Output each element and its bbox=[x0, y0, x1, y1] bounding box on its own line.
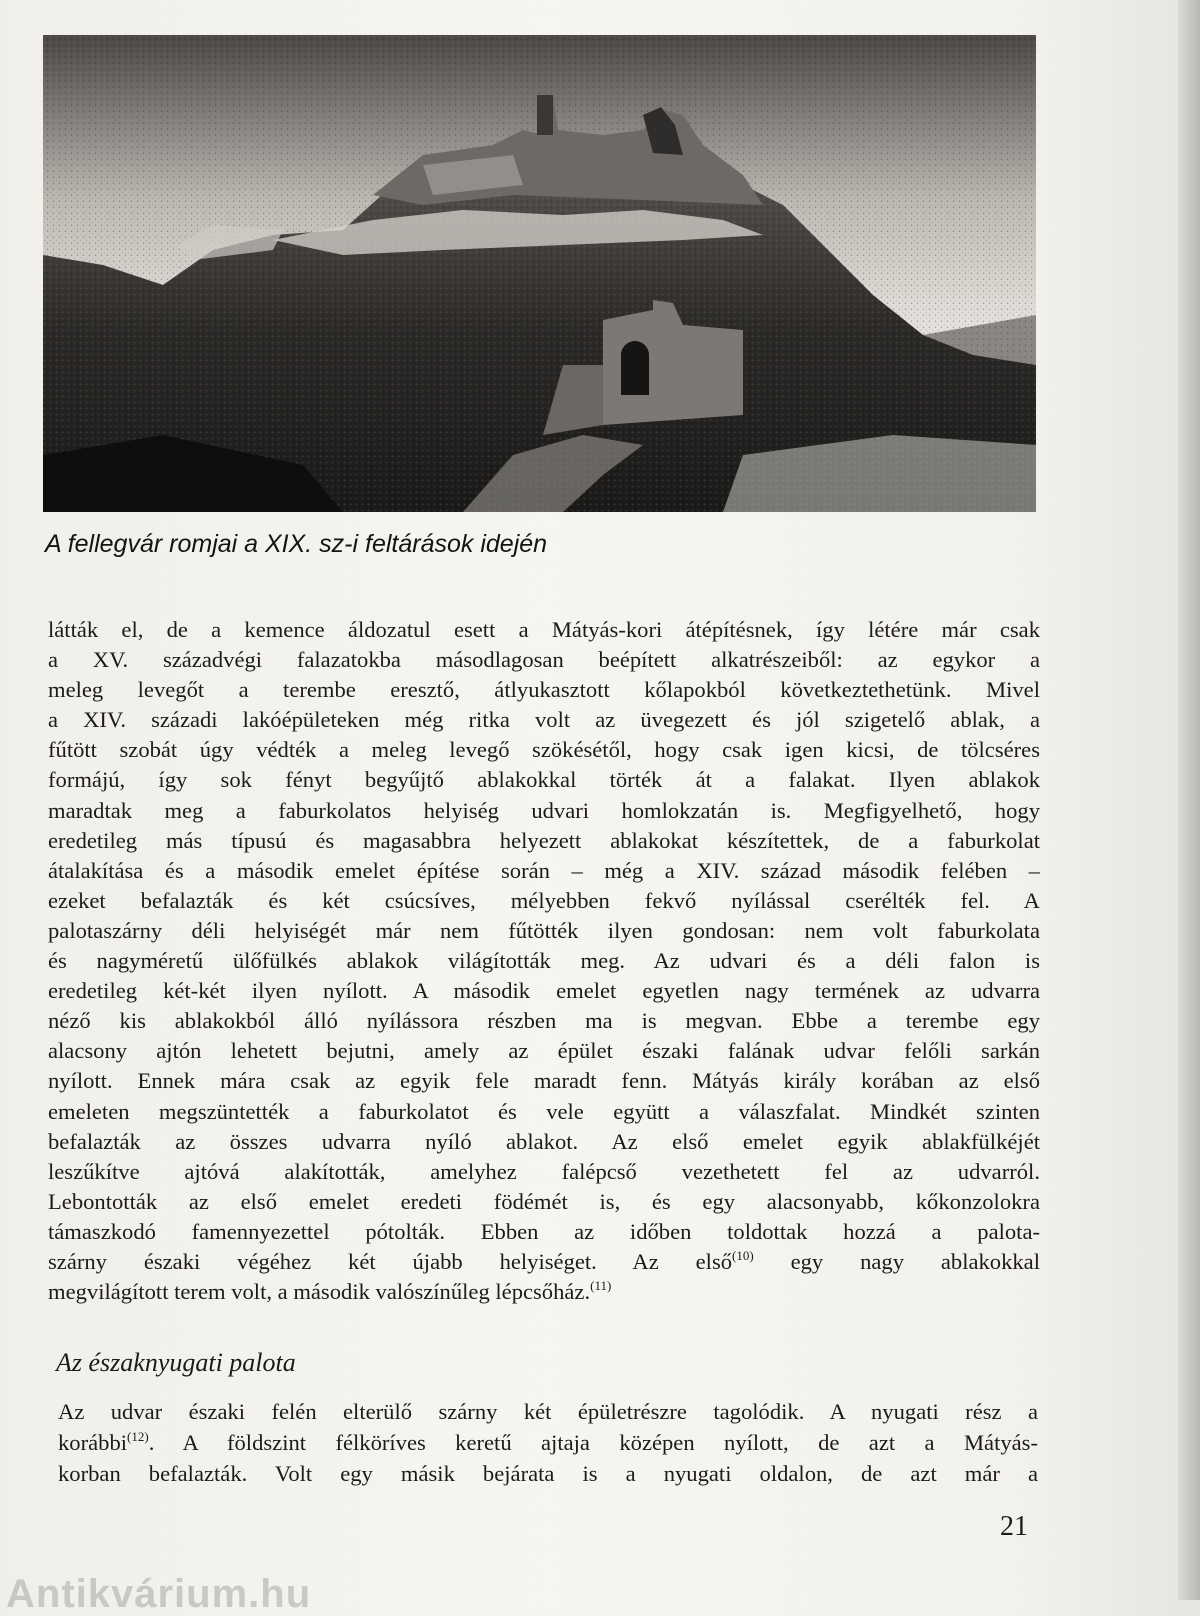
text-line: befalazták az összes udvarra nyíló ablakot. Az első emelet egyik ablakfülkéjét bbox=[48, 1128, 1040, 1154]
text-line: palotaszárny déli helyiségét már nem fűtötték ilyen gondosan: nem volt faburkolata bbox=[48, 917, 1040, 943]
page-number: 21 bbox=[1000, 1511, 1028, 1542]
page-edge bbox=[1178, 0, 1200, 1600]
text-line: korban befalazták. Volt egy másik bejárata is a nyugati oldalon, de azt már a bbox=[58, 1461, 1038, 1486]
text-line: látták el, de a kemence áldozatul esett a Mátyás-kori átépítésnek, így létére már csak bbox=[48, 617, 1040, 642]
text-line: alacsony ajtón lehetett bejutni, amely az épület északi falának udvar felőli sarkán bbox=[48, 1038, 1040, 1064]
footnote-ref-10[interactable]: (10) bbox=[732, 1247, 754, 1263]
castle-ruins-photo bbox=[43, 35, 1036, 512]
text-line: Az udvar északi felén elterülő szárny két épületrészre tagolódik. A nyugati rész a bbox=[58, 1399, 1038, 1424]
text-line: maradtak meg a faburkolatos helyiség udvari homlokzatán is. Megfigyelhető, hogy bbox=[48, 797, 1040, 823]
text-line: a XV. századvégi falazatokba másodlagosan beépített alkatrészeiből: az egykor a bbox=[48, 647, 1040, 673]
section-heading: Az északnyugati palota bbox=[56, 1348, 296, 1377]
text-line bbox=[58, 1427, 1038, 1458]
text-fragment: egy nagy ablakokkal bbox=[753, 1248, 1040, 1274]
text-line: nyílott. Ennek mára csak az egyik fele maradt fenn. Mátyás király korában az első bbox=[48, 1068, 1040, 1094]
section-text bbox=[58, 1396, 1038, 1489]
text-line: átalakítása és a második emelet építése során – még a XIV. század második felében – bbox=[48, 857, 1040, 883]
text-line: és nagyméretű ülőfülkés ablakok világították meg. Az udvari és a déli falon is bbox=[48, 948, 1040, 974]
text-line: a XIV. századi lakóépületeken még ritka volt az üvegezett és jól szigetelő ablak, a bbox=[48, 707, 1040, 733]
figure-caption: A fellegvár romjai a XIX. sz-i feltárások idején bbox=[45, 530, 548, 558]
footnote-ref-12[interactable]: (12) bbox=[127, 1429, 149, 1444]
text-fragment: szárny északi végéhez két újabb helyiséget. Az első bbox=[48, 1248, 733, 1274]
text-fragment: korábbi bbox=[58, 1430, 128, 1455]
text-line: ezeket befalazták és két csúcsíves, mélyebben fekvő nyílással cserélték fel. A bbox=[48, 887, 1040, 913]
text-line: eredetileg más típusú és magasabbra helyezett ablakokat készítettek, de a faburkolat bbox=[48, 827, 1040, 853]
text-line: néző kis ablakokból álló nyílássora részben ma is megvan. Ebbe a terembe egy bbox=[48, 1008, 1040, 1034]
text-line: eredetileg két-két ilyen nyílott. A második emelet egyetlen nagy termének az udvarra bbox=[48, 978, 1040, 1004]
text-line: támaszkodó famennyezettel pótolták. Ebben az időben toldottak hozzá a palota- bbox=[48, 1218, 1040, 1244]
text-line: formájú, így sok fényt begyűjtő ablakokkal törték át a falakat. Ilyen ablakok bbox=[48, 767, 1040, 793]
text-line: emeleten megszüntették a faburkolatot és vele együtt a válaszfalat. Mindkét szinten bbox=[48, 1098, 1040, 1124]
watermark: Antikvárium.hu bbox=[6, 1572, 312, 1616]
text-fragment: megvilágított terem volt, a második valószínűleg lépcsőház. bbox=[48, 1279, 591, 1305]
text-line bbox=[48, 1277, 1040, 1307]
text-line: fűtött szobát úgy védték a meleg levegő szökésétől, hogy csak igen kicsi, de tölcséres bbox=[48, 737, 1040, 763]
text-line: Lebontották az első emelet eredeti födémét is, és egy alacsonyabb, kőkonzolokra bbox=[48, 1188, 1040, 1214]
text-line: meleg levegőt a terembe eresztő, átlyukasztott kőlapokból következtethetünk. Mivel bbox=[48, 677, 1040, 703]
text-line: leszűkítve ajtóvá alakították, amelyhez falépcső vezethetett fel az udvarról. bbox=[48, 1158, 1040, 1184]
body-text bbox=[48, 615, 1040, 1307]
text-line bbox=[48, 1247, 1040, 1277]
text-fragment: . A földszint félköríves keretű ajtaja középen nyílott, de azt a Mátyás- bbox=[148, 1430, 1038, 1455]
footnote-ref-11[interactable]: (11) bbox=[590, 1278, 612, 1294]
castle-ruins-illustration-icon bbox=[43, 35, 1036, 512]
